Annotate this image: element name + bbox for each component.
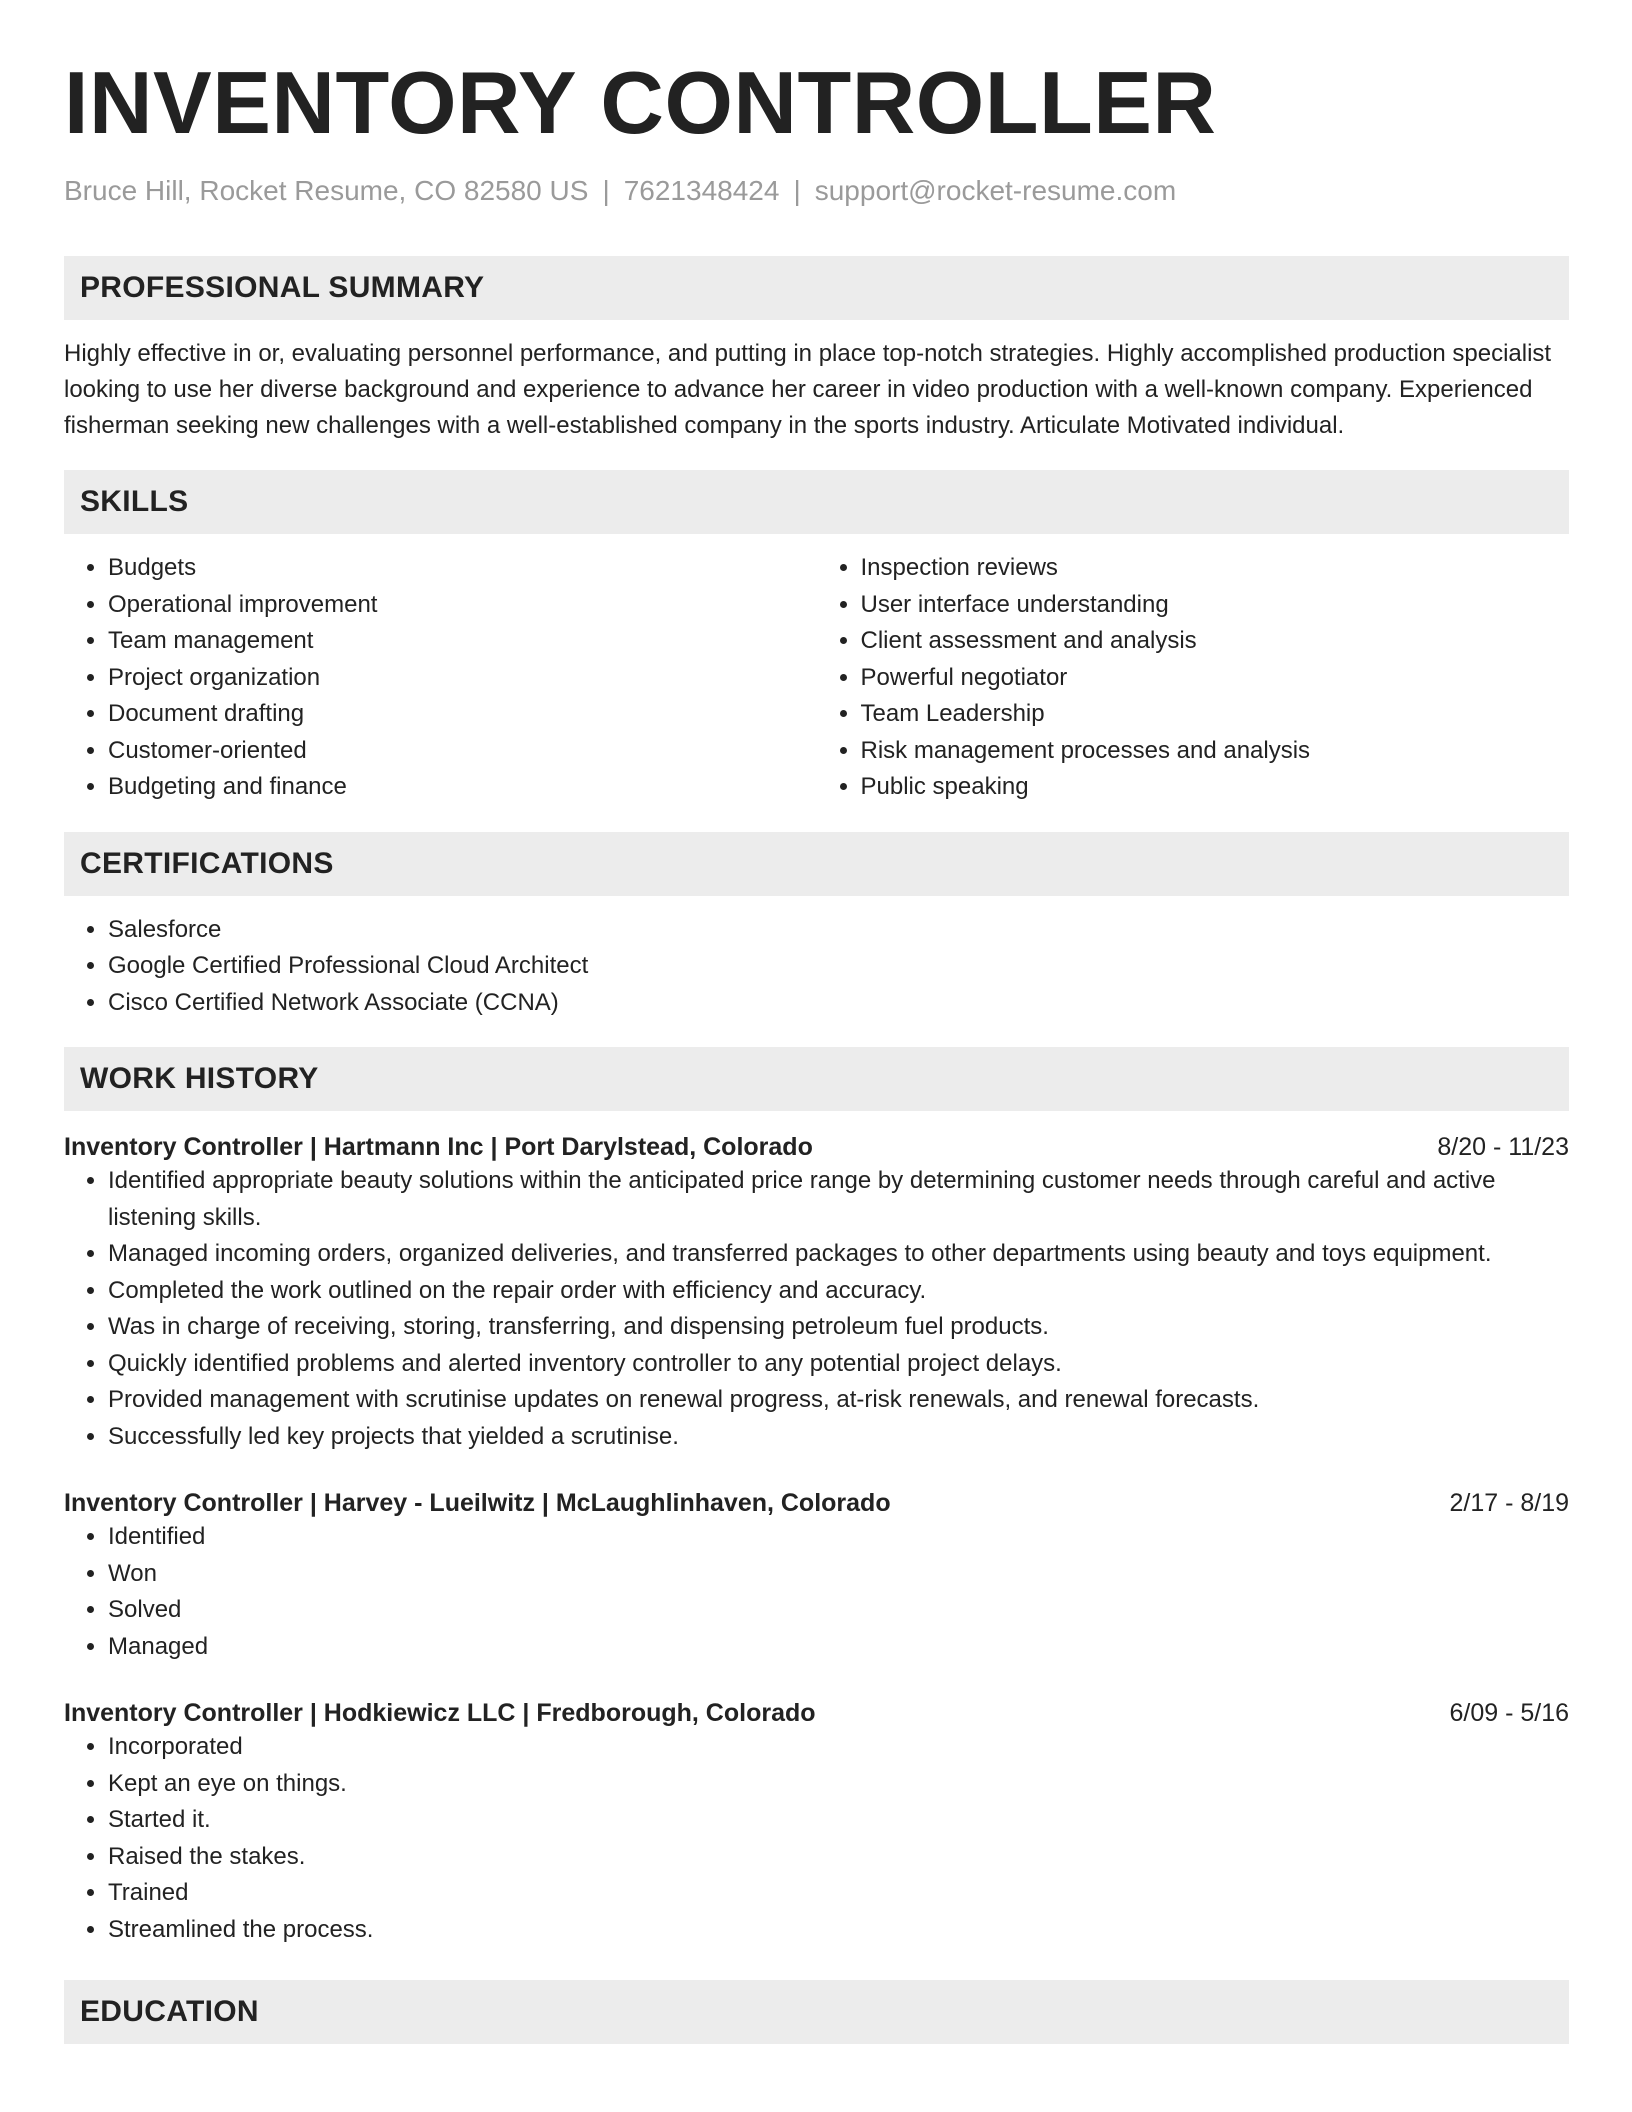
list-item: • Client assessment and analysis <box>861 623 1570 660</box>
list-item: • Managed <box>108 1629 1569 1666</box>
certifications-list <box>64 912 1569 1022</box>
list-item: • Completed the work outlined on the repair order with efficiency and accuracy. <box>108 1273 1569 1310</box>
list-item: • Cisco Certified Network Associate (CCNA) <box>108 985 1569 1022</box>
job-entry <box>64 1131 1569 1455</box>
list-item: • Google Certified Professional Cloud Architect <box>108 948 1569 985</box>
job-title: Inventory Controller | Harvey - Lueilwitz | McLaughlinhaven, Colorado <box>64 1489 891 1517</box>
section-header-summary: PROFESSIONAL SUMMARY <box>64 256 1569 320</box>
job-entry <box>64 1697 1569 1948</box>
section-header-work-history: WORK HISTORY <box>64 1047 1569 1111</box>
summary-text: Highly effective in or, evaluating personnel performance, and putting in place top-notch strategies. Highly accomplished production specialist looking to use her diverse background and experience to advance her career in video production with a well-known company. Experienced fisherman seeking new challenges with a well-established company in the sports industry. Articulate Motivated individual. <box>64 340 1552 439</box>
job-bullets <box>64 1163 1569 1455</box>
contact-address: Bruce Hill, Rocket Resume, CO 82580 US <box>64 175 589 206</box>
list-item: • Risk management processes and analysis <box>861 733 1570 770</box>
list-item: • Project organization <box>108 660 817 697</box>
list-item: • Powerful negotiator <box>861 660 1570 697</box>
list-item: • Raised the stakes. <box>108 1839 1569 1876</box>
resume-title: INVENTORY CONTROLLER <box>64 53 1217 152</box>
list-item: • Managed incoming orders, organized deliveries, and transferred packages to other departments using beauty and toys equipment. <box>108 1236 1569 1273</box>
job-dates: 2/17 - 8/19 <box>1449 1489 1569 1517</box>
job-title: Inventory Controller | Hodkiewicz LLC | Fredborough, Colorado <box>64 1699 816 1727</box>
list-item: • Customer-oriented <box>108 733 817 770</box>
list-item: • Trained <box>108 1875 1569 1912</box>
job-entry <box>64 1487 1569 1665</box>
contact-email[interactable]: support@rocket-resume.com <box>814 175 1177 206</box>
list-item: • Team management <box>108 623 817 660</box>
list-item: • Solved <box>108 1592 1569 1629</box>
skills-list-right <box>817 550 1570 806</box>
skills-grid <box>64 550 1569 806</box>
list-item: • Budgets <box>108 550 817 587</box>
list-item: • Inspection reviews <box>861 550 1570 587</box>
job-dates: 6/09 - 5/16 <box>1449 1699 1569 1727</box>
skills-list-left <box>64 550 817 806</box>
job-dates: 8/20 - 11/23 <box>1437 1133 1569 1161</box>
list-item: • Incorporated <box>108 1729 1569 1766</box>
job-heading-row <box>64 1487 1569 1519</box>
contact-phone: 7621348424 <box>623 175 780 206</box>
list-item: • Provided management with scrutinise updates on renewal progress, at-risk renewals, and renewal forecasts. <box>108 1382 1569 1419</box>
list-item: • Identified appropriate beauty solutions within the anticipated price range by determining customer needs through careful and active listening skills. <box>108 1163 1569 1236</box>
list-item: • Won <box>108 1556 1569 1593</box>
job-heading-row <box>64 1131 1569 1163</box>
list-item: • Document drafting <box>108 696 817 733</box>
list-item: • Quickly identified problems and alerted inventory controller to any potential project delays. <box>108 1346 1569 1383</box>
list-item: • Successfully led key projects that yielded a scrutinise. <box>108 1419 1569 1456</box>
contact-separator: | <box>602 175 610 206</box>
job-title: Inventory Controller | Hartmann Inc | Port Darylstead, Colorado <box>64 1133 813 1161</box>
job-heading-row <box>64 1697 1569 1729</box>
section-header-education: EDUCATION <box>64 1980 1569 2044</box>
job-bullets <box>64 1729 1569 1948</box>
section-header-certifications: CERTIFICATIONS <box>64 832 1569 896</box>
contact-line <box>64 174 1569 208</box>
list-item: • Budgeting and finance <box>108 769 817 806</box>
list-item: • Streamlined the process. <box>108 1912 1569 1949</box>
list-item: • Team Leadership <box>861 696 1570 733</box>
list-item: • Was in charge of receiving, storing, transferring, and dispensing petroleum fuel products. <box>108 1309 1569 1346</box>
contact-separator: | <box>793 175 801 206</box>
list-item: • Salesforce <box>108 912 1569 949</box>
list-item: • Public speaking <box>861 769 1570 806</box>
list-item: • User interface understanding <box>861 587 1570 624</box>
list-item: • Started it. <box>108 1802 1569 1839</box>
skills-column-right <box>817 550 1570 806</box>
job-bullets <box>64 1519 1569 1665</box>
list-item: • Kept an eye on things. <box>108 1766 1569 1803</box>
list-item: • Identified <box>108 1519 1569 1556</box>
list-item: • Operational improvement <box>108 587 817 624</box>
section-header-skills: SKILLS <box>64 470 1569 534</box>
skills-column-left <box>64 550 817 806</box>
